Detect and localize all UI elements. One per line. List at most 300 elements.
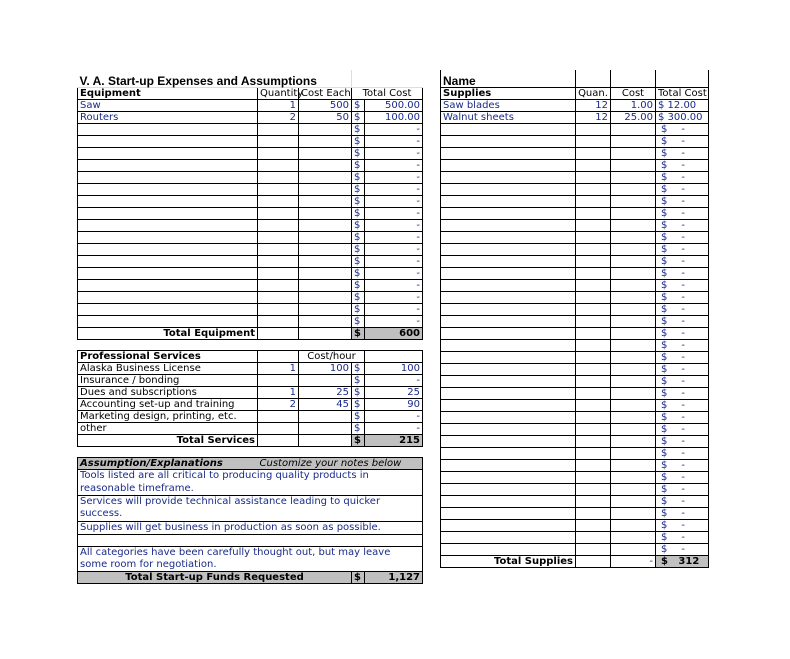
supply-cost[interactable] [611,411,656,423]
equipment-name[interactable] [78,315,258,327]
equipment-qty[interactable] [258,315,299,327]
table-row [441,363,709,375]
equipment-cost-each[interactable] [299,123,352,135]
service-name[interactable]: Marketing design, printing, etc. [78,410,258,422]
currency-symbol: $ [661,387,668,399]
dash-value: - [681,471,685,483]
dash-value: - [681,339,685,351]
equipment-total: - [365,183,423,195]
supply-name[interactable] [441,471,576,483]
service-cost-hour[interactable] [299,410,352,422]
currency-symbol: $ [661,543,668,555]
supply-total: $ 300.00 [656,111,709,123]
supply-cost[interactable] [611,123,656,135]
supply-total [656,435,709,447]
grand-total-value: 1,127 [365,572,423,584]
dash-value: - [681,327,685,339]
supply-qty[interactable] [576,339,611,351]
supply-cost[interactable]: 25.00 [611,111,656,123]
supply-name[interactable] [441,135,576,147]
supply-cost[interactable] [611,375,656,387]
supply-total [656,159,709,171]
supply-qty[interactable] [576,219,611,231]
supply-cost[interactable] [611,183,656,195]
supply-qty[interactable] [576,135,611,147]
supply-qty[interactable] [576,255,611,267]
equipment-qty[interactable] [258,171,299,183]
supply-name[interactable] [441,519,576,531]
equipment-name[interactable] [78,183,258,195]
supply-qty[interactable] [576,183,611,195]
dash-value: - [681,531,685,543]
equipment-cost-each[interactable] [299,219,352,231]
supply-cost[interactable] [611,291,656,303]
service-cost-hour[interactable]: 100 [299,362,352,374]
supply-name[interactable] [441,171,576,183]
equipment-cost-each[interactable] [299,267,352,279]
table-row [441,375,709,387]
supply-total [656,255,709,267]
equipment-cost-each[interactable]: 50 [299,111,352,123]
equipment-name[interactable] [78,195,258,207]
equipment-qty[interactable] [258,183,299,195]
supply-total [656,183,709,195]
equipment-name[interactable] [78,303,258,315]
supply-qty[interactable] [576,171,611,183]
equipment-qty[interactable] [258,267,299,279]
supply-cost[interactable] [611,339,656,351]
supply-qty[interactable] [576,123,611,135]
supply-name[interactable] [441,351,576,363]
equipment-cost-each[interactable] [299,195,352,207]
supply-name[interactable] [441,375,576,387]
supply-cost[interactable] [611,135,656,147]
supply-total [656,291,709,303]
supply-qty[interactable] [576,231,611,243]
supply-total [656,531,709,543]
currency-symbol: $ [352,255,365,267]
supply-cost[interactable] [611,423,656,435]
equipment-qty[interactable] [258,231,299,243]
equipment-cost-each[interactable] [299,159,352,171]
equipment-cost-each[interactable] [299,315,352,327]
supply-name[interactable] [441,423,576,435]
supply-qty[interactable] [576,291,611,303]
supply-qty[interactable] [576,435,611,447]
equipment-cost-each[interactable] [299,231,352,243]
supply-name[interactable] [441,147,576,159]
equipment-qty[interactable] [258,207,299,219]
currency-symbol: $ [661,327,668,339]
table-row [78,219,423,231]
equipment-cost-each[interactable] [299,303,352,315]
supply-total [656,303,709,315]
equipment-name[interactable] [78,255,258,267]
supply-cost[interactable] [611,399,656,411]
service-name[interactable]: other [78,422,258,434]
equipment-qty[interactable]: 2 [258,111,299,123]
supply-qty[interactable] [576,423,611,435]
dash-value: - [681,135,685,147]
supply-name[interactable] [441,183,576,195]
supply-name[interactable] [441,315,576,327]
total-supplies-dash: - [611,555,656,567]
equipment-name[interactable] [78,219,258,231]
quantity-header: Quantity [258,87,299,99]
equipment-cost-each[interactable]: 500 [299,99,352,111]
equipment-name[interactable] [78,243,258,255]
table-row [441,159,709,171]
equipment-cost-each[interactable] [299,207,352,219]
supply-name[interactable] [441,339,576,351]
table-row [441,507,709,519]
supply-cost[interactable] [611,255,656,267]
table-row [441,123,709,135]
supply-total [656,351,709,363]
dash-value: - [681,291,685,303]
spacer [78,339,423,350]
currency-symbol: $ [661,135,668,147]
dash-value: - [681,387,685,399]
supply-name[interactable] [441,303,576,315]
service-name[interactable]: Accounting set-up and training [78,398,258,410]
supply-name[interactable] [441,231,576,243]
supply-cost[interactable] [611,483,656,495]
supply-name[interactable] [441,447,576,459]
supply-qty[interactable] [576,507,611,519]
supply-qty[interactable] [576,483,611,495]
currency-symbol: $ [352,159,365,171]
supply-name[interactable] [441,207,576,219]
equipment-cost-each[interactable] [299,147,352,159]
supply-name[interactable] [441,219,576,231]
equipment-qty[interactable] [258,147,299,159]
supply-total [656,423,709,435]
supply-name[interactable] [441,363,576,375]
supply-cost[interactable] [611,327,656,339]
supply-cost[interactable] [611,207,656,219]
equipment-qty[interactable] [258,135,299,147]
supply-name[interactable] [441,495,576,507]
currency-symbol: $ [661,231,668,243]
table-row [441,219,709,231]
service-cost-hour[interactable] [299,374,352,386]
service-total: 25 [365,386,423,398]
supply-total [656,327,709,339]
supply-qty[interactable] [576,147,611,159]
cell [258,434,299,446]
equipment-name[interactable] [78,147,258,159]
supply-qty[interactable] [576,327,611,339]
assumption-text[interactable] [78,535,423,546]
supply-name[interactable] [441,255,576,267]
equipment-name[interactable]: Saw [78,99,258,111]
supply-cost[interactable] [611,363,656,375]
supply-qty[interactable] [576,243,611,255]
supply-name[interactable] [441,411,576,423]
dash-value: - [681,435,685,447]
supply-qty[interactable] [576,531,611,543]
currency-symbol: $ [661,399,668,411]
supply-total [656,243,709,255]
supply-qty[interactable] [576,387,611,399]
currency-symbol: $ [352,572,365,584]
equipment-name[interactable] [78,135,258,147]
table-row [441,339,709,351]
table-row [441,519,709,531]
supply-name[interactable] [441,387,576,399]
currency-symbol: $ [352,219,365,231]
supply-cost[interactable] [611,459,656,471]
supply-name[interactable] [441,543,576,555]
currency-symbol: $ [661,291,668,303]
equipment-qty[interactable] [258,219,299,231]
table-row [441,471,709,483]
equipment-name[interactable] [78,171,258,183]
equipment-qty[interactable] [258,279,299,291]
service-hours[interactable] [258,410,299,422]
currency-symbol: $ [352,386,365,398]
supply-qty[interactable]: 12 [576,99,611,111]
table-row [441,231,709,243]
supply-cost[interactable] [611,279,656,291]
table-row [78,159,423,171]
table-row [441,255,709,267]
supply-name[interactable] [441,195,576,207]
equipment-name[interactable]: Routers [78,111,258,123]
service-hours[interactable]: 2 [258,398,299,410]
service-cost-hour[interactable]: 25 [299,386,352,398]
supply-cost[interactable] [611,315,656,327]
supply-qty[interactable] [576,459,611,471]
service-cost-hour[interactable] [299,422,352,434]
supply-cost[interactable] [611,243,656,255]
equipment-cost-each[interactable] [299,183,352,195]
equipment-qty[interactable] [258,255,299,267]
supply-name[interactable] [441,483,576,495]
supply-name[interactable] [441,459,576,471]
service-hours[interactable] [258,422,299,434]
equipment-name[interactable] [78,291,258,303]
equipment-total: - [365,291,423,303]
supply-qty[interactable] [576,315,611,327]
supply-qty[interactable] [576,267,611,279]
supply-cost[interactable] [611,495,656,507]
currency-symbol: $ [661,243,668,255]
supply-cost[interactable] [611,387,656,399]
service-name[interactable]: Alaska Business License [78,362,258,374]
supply-cost[interactable]: 1.00 [611,99,656,111]
currency-symbol: $ [352,111,365,123]
supply-name[interactable] [441,243,576,255]
equipment-name[interactable] [78,231,258,243]
dash-value: - [681,315,685,327]
equipment-cost-each[interactable] [299,279,352,291]
supply-total: $ 12.00 [656,99,709,111]
table-row [441,291,709,303]
service-hours[interactable]: 1 [258,362,299,374]
supply-qty[interactable]: 12 [576,111,611,123]
startup-expenses-table [77,70,423,584]
supply-name[interactable] [441,123,576,135]
currency-symbol: $ [352,99,365,111]
supply-total [656,543,709,555]
supply-qty[interactable] [576,195,611,207]
equipment-name[interactable] [78,123,258,135]
dash-value: - [681,231,685,243]
dash-value: - [681,483,685,495]
supply-cost[interactable] [611,531,656,543]
supply-name[interactable] [441,399,576,411]
equipment-qty[interactable] [258,123,299,135]
supply-cost[interactable] [611,351,656,363]
equipment-cost-each[interactable] [299,291,352,303]
table-row [78,315,423,327]
dash-value: - [681,279,685,291]
supply-qty[interactable] [576,375,611,387]
service-name[interactable]: Insurance / bonding [78,374,258,386]
supply-qty[interactable] [576,447,611,459]
equipment-qty[interactable] [258,303,299,315]
service-hours[interactable] [258,374,299,386]
equipment-qty[interactable] [258,159,299,171]
table-row [78,291,423,303]
supply-cost[interactable] [611,147,656,159]
services-header: Professional Services [78,350,258,362]
table-row [78,267,423,279]
currency-symbol: $ [661,363,668,375]
supply-name[interactable] [441,531,576,543]
dash-value: - [681,267,685,279]
total-equipment-value: 600 [365,327,423,339]
supply-cost[interactable] [611,303,656,315]
currency-symbol: $ [352,207,365,219]
equipment-qty[interactable] [258,195,299,207]
table-row [78,362,423,374]
supply-name[interactable] [441,435,576,447]
supply-name[interactable] [441,327,576,339]
supply-qty[interactable] [576,351,611,363]
supply-qty[interactable] [576,159,611,171]
supply-qty[interactable] [576,207,611,219]
assumption-text[interactable]: Supplies will get business in production as soon as possible. [78,521,423,534]
supply-qty[interactable] [576,471,611,483]
supply-total [656,231,709,243]
table-row [78,386,423,398]
supply-cost[interactable] [611,435,656,447]
supply-qty[interactable] [576,279,611,291]
supply-qty[interactable] [576,303,611,315]
equipment-cost-each[interactable] [299,243,352,255]
supply-qty[interactable] [576,543,611,555]
equipment-header: Equipment [78,87,258,99]
supply-cost[interactable] [611,159,656,171]
dash-value: - [681,363,685,375]
supply-qty[interactable] [576,519,611,531]
assumption-text[interactable]: All categories have been carefully thought out, but may leave some room for negotiation. [78,546,423,572]
supply-cost[interactable] [611,267,656,279]
supply-name[interactable] [441,507,576,519]
supply-qty[interactable] [576,399,611,411]
table-row [441,195,709,207]
table-row [441,495,709,507]
dash-value: - [681,543,685,555]
supply-name[interactable] [441,279,576,291]
equipment-total: - [365,315,423,327]
table-row [78,195,423,207]
service-total: - [365,410,423,422]
equipment-qty[interactable] [258,243,299,255]
equipment-name[interactable] [78,159,258,171]
supply-name[interactable]: Saw blades [441,99,576,111]
supply-cost[interactable] [611,519,656,531]
assumption-text[interactable]: Services will provide technical assistance leading to quicker success. [78,496,423,522]
supply-cost[interactable] [611,171,656,183]
supply-qty[interactable] [576,363,611,375]
cost-hour-header: Cost/hour [299,350,365,362]
supply-cost[interactable] [611,507,656,519]
cell [258,350,299,362]
table-row [441,351,709,363]
equipment-qty[interactable]: 1 [258,99,299,111]
equipment-total: - [365,255,423,267]
equipment-total: - [365,159,423,171]
supply-qty[interactable] [576,411,611,423]
supply-cost[interactable] [611,219,656,231]
supply-total [656,207,709,219]
supply-cost[interactable] [611,543,656,555]
service-hours[interactable]: 1 [258,386,299,398]
supply-total [656,219,709,231]
supply-name[interactable] [441,267,576,279]
table-row [78,171,423,183]
supply-name[interactable] [441,159,576,171]
dash-value: - [681,399,685,411]
cell [576,555,611,567]
assumption-text[interactable]: Tools listed are all critical to producing quality products in reasonable timeframe. [78,470,423,496]
currency-symbol: $ [661,483,668,495]
table-row [441,171,709,183]
equipment-cost-each[interactable] [299,171,352,183]
equipment-qty[interactable] [258,291,299,303]
supply-name[interactable]: Walnut sheets [441,111,576,123]
cost-header: Cost [611,87,656,99]
currency-symbol: $ [352,398,365,410]
supply-cost[interactable] [611,471,656,483]
equipment-cost-each[interactable] [299,255,352,267]
dash-value: - [681,447,685,459]
supply-name[interactable] [441,291,576,303]
service-cost-hour[interactable]: 45 [299,398,352,410]
supply-total [656,147,709,159]
equipment-name[interactable] [78,279,258,291]
supply-cost[interactable] [611,231,656,243]
currency-symbol: $ [661,303,668,315]
supply-cost[interactable] [611,195,656,207]
supply-cost[interactable] [611,447,656,459]
supply-qty[interactable] [576,495,611,507]
equipment-name[interactable] [78,207,258,219]
service-name[interactable]: Dues and subscriptions [78,386,258,398]
equipment-cost-each[interactable] [299,135,352,147]
currency-symbol: $ [352,279,365,291]
currency-symbol: $ [661,351,668,363]
equipment-name[interactable] [78,267,258,279]
name-field[interactable] [576,70,611,87]
cell [299,327,352,339]
dash-value: - [681,207,685,219]
table-row [441,267,709,279]
